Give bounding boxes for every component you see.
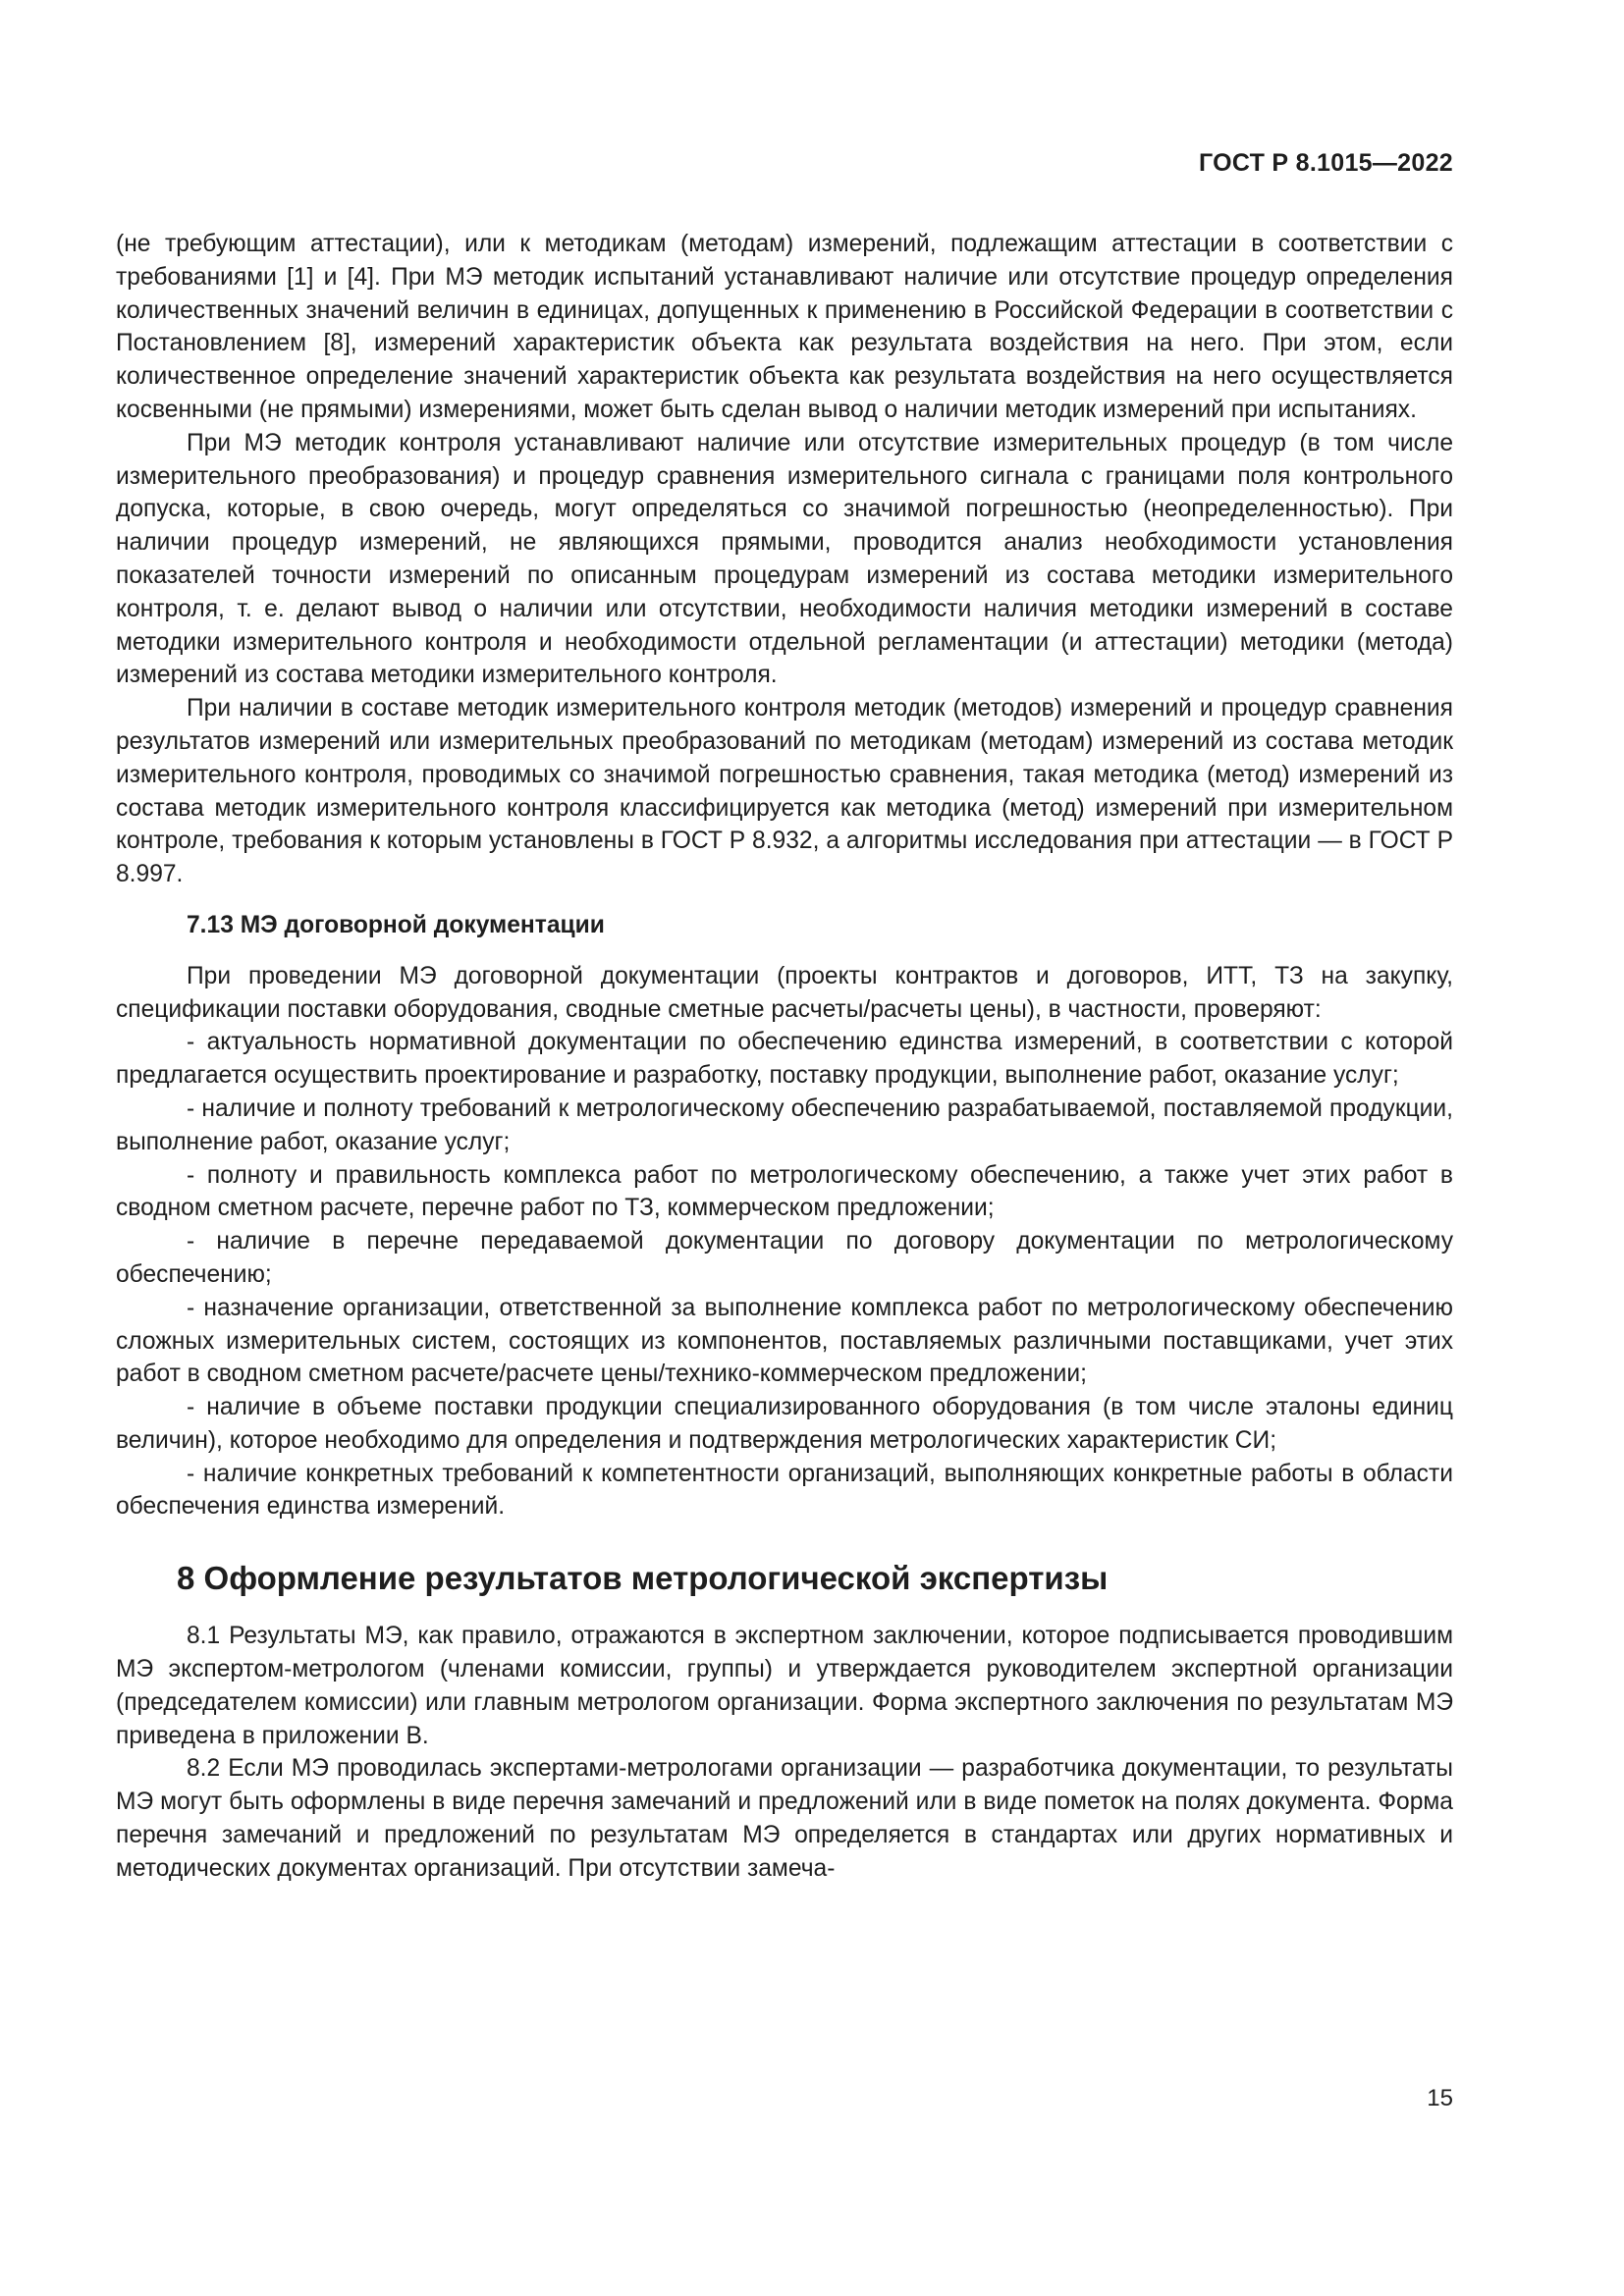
paragraph: 8.1 Результаты МЭ, как правило, отражаются в экспертном заключении, которое подписывается проводившим МЭ экспертом-метрологом (членами комиссии, группы) и утверждается руководителем экспертной организации (председателем комиссии) или главным метрологом организации. Форма экспертного заключения по результатам МЭ приведена в приложении В.	[116, 1623, 1453, 1749]
paragraph: (не требующим аттестации), или к методикам (методам) измерений, подлежащим аттестации в соответствии с требованиями [1] и [4]. При МЭ методик испытаний устанавливают наличие или отсутствие процедур определения количественных значений величин в единицах, допущенных к применению в Российской Федерации в соответствии с Постановлением [8], измерений характеристик объекта как результата воздействия на него. При этом, если количественное определение значений характеристик объекта как результата воздействия на него осуществляется косвенными (не прямыми) измерениями, может быть сделан вывод о наличии методик измерений при испытаниях.	[116, 231, 1453, 423]
list-item: - наличие и полноту требований к метрологическому обеспечению разрабатываемой, поставляемой продукции, выполнение работ, оказание услуг;	[116, 1095, 1453, 1155]
list-item: - назначение организации, ответственной за выполнение комплекса работ по метрологическому обеспечению сложных измерительных систем, состоящих из компонентов, поставляемых различными поставщиками, учет этих работ в сводном сметном расчете/расчете цены/технико-коммерческом предложении;	[116, 1294, 1453, 1388]
subsection-heading: 7.13 МЭ договорной документации	[187, 911, 605, 938]
paragraph: При наличии в составе методик измерительного контроля методик (методов) измерений и процедур сравнения результатов измерений или измерительных преобразований по методикам (методам) измерений из состава методик измерительного контроля, проводимых со значимой погрешностью сравнения, такая методика (метод) измерений из состава методик измерительного контроля классифицируется как методика (метод) измерений при измерительном контроле, требования к которым установлены в ГОСТ Р 8.932, а алгоритмы исследования при аттестации — в ГОСТ Р 8.997.	[116, 695, 1453, 888]
document-id-header: ГОСТ Р 8.1015—2022	[1198, 149, 1453, 177]
paragraph: При МЭ методик контроля устанавливают наличие или отсутствие измерительных процедур (в том числе измерительного преобразования) и процедур сравнения измерительного сигнала с границами поля контрольного допуска, которые, в свою очередь, могут определяться со значимой погрешностью (неопределенностью). При наличии процедур измерений, не являющихся прямыми, проводится анализ необходимости установления показателей точности измерений по описанным процедурам измерений из состава методики измерительного контроля, т. е. делают вывод о наличии или отсутствии, необходимости наличия методики измерений в составе методики измерительного контроля и необходимости отдельной регламентации (и аттестации) методики (метода) измерений из состава методики измерительного контроля.	[116, 429, 1453, 689]
page-number: 15	[1427, 2085, 1453, 2111]
section-heading: 8 Оформление результатов метрологической экспертизы	[177, 1560, 1109, 1597]
list-item: - наличие в перечне передаваемой документации по договору документации по метрологическому обеспечению;	[116, 1228, 1453, 1288]
list-item: - наличие в объеме поставки продукции специализированного оборудования (в том числе эталоны единиц величин), которое необходимо для определения и подтверждения метрологических характеристик СИ;	[116, 1394, 1453, 1454]
list-item: - наличие конкретных требований к компетентности организаций, выполняющих конкретные работы в области обеспечения единства измерений.	[116, 1460, 1453, 1521]
paragraph: При проведении МЭ договорной документации (проекты контрактов и договоров, ИТТ, ТЗ на закупку, спецификации поставки оборудования, сводные сметные расчеты/расчеты цены), в частности, проверяют:	[116, 962, 1453, 1023]
list-item: - актуальность нормативной документации по обеспечению единства измерений, в соответствии с которой предлагается осуществить проектирование и разработку, поставку продукции, выполнение работ, оказание услуг;	[116, 1029, 1453, 1090]
paragraph: 8.2 Если МЭ проводилась экспертами-метрологами организации — разработчика документации, то результаты МЭ могут быть оформлены в виде перечня замечаний и предложений или в виде пометок на полях документа. Форма перечня замечаний и предложений по результатам МЭ определяется в стандартах или других нормативных и методических документах организаций. При отсутствии замеча-	[116, 1755, 1453, 1882]
list-item: - полноту и правильность комплекса работ по метрологическому обеспечению, а также учет этих работ в сводном сметном расчете, перечне работ по ТЗ, коммерческом предложении;	[116, 1161, 1453, 1222]
document-body	[116, 228, 1453, 1886]
